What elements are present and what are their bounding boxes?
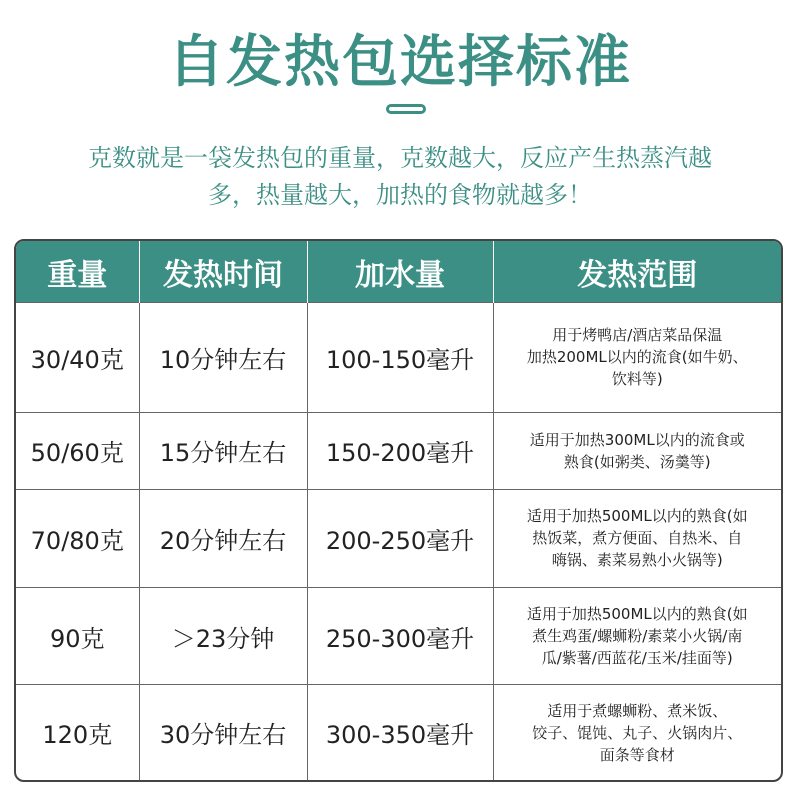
range-line: 饺子、馄饨、丸子、火锅肉片、 — [532, 723, 743, 742]
standards-table — [14, 239, 783, 782]
cell-range — [493, 303, 781, 413]
table-row — [16, 412, 781, 489]
table-header-row — [16, 241, 781, 303]
cell-water: 200-250毫升 — [307, 490, 493, 588]
cell-weight: 120克 — [16, 685, 139, 780]
cell-water: 150-200毫升 — [307, 412, 493, 489]
range-line: 用于烤鸭店/酒店菜品保温 — [552, 326, 723, 345]
cell-range — [493, 412, 781, 489]
cell-weight: 90克 — [16, 587, 139, 685]
description-line-1: 克数就是一袋发热包的重量，克数越大，反应产生热蒸汽越 — [88, 144, 712, 172]
header-heating-time: 发热时间 — [139, 241, 307, 303]
cell-time: 20分钟左右 — [139, 490, 307, 588]
range-line: 瓜/紫薯/西蓝花/玉米/挂面等) — [541, 649, 733, 668]
cell-weight: 30/40克 — [16, 303, 139, 413]
range-line: 加热200ML以内的流食(如牛奶、 — [526, 348, 748, 367]
cell-range — [493, 685, 781, 780]
cell-time: 15分钟左右 — [139, 412, 307, 489]
table-row — [16, 587, 781, 685]
description — [40, 140, 760, 214]
range-line: 面条等食材 — [599, 745, 675, 764]
cell-time: 30分钟左右 — [139, 685, 307, 780]
cell-time: ＞23分钟 — [139, 587, 307, 685]
header-heating-range: 发热范围 — [493, 241, 781, 303]
cell-range — [493, 490, 781, 588]
page-title: 自发热包选择标准 — [168, 30, 632, 95]
cell-water: 250-300毫升 — [307, 587, 493, 685]
cell-time: 10分钟左右 — [139, 303, 307, 413]
table-row — [16, 303, 781, 413]
cell-weight: 50/60克 — [16, 412, 139, 489]
header-weight: 重量 — [16, 241, 139, 303]
header-water-amount: 加水量 — [307, 241, 493, 303]
range-line: 适用于煮螺蛳粉、煮米饭、 — [547, 701, 728, 720]
cell-weight: 70/80克 — [16, 490, 139, 588]
table-row — [16, 685, 781, 780]
cell-range — [493, 587, 781, 685]
range-line: 饮料等) — [611, 370, 663, 389]
cell-water: 100-150毫升 — [307, 303, 493, 413]
range-line: 煮生鸡蛋/螺蛳粉/素菜小火锅/南 — [532, 627, 743, 646]
table-row — [16, 490, 781, 588]
range-line: 熟食(如粥类、汤羹等) — [563, 452, 711, 471]
range-line: 适用于加热300ML以内的流食或 — [529, 430, 745, 449]
range-line: 适用于加热500ML以内的熟食(如 — [526, 507, 748, 526]
range-line: 嗨锅、素菜易熟小火锅等) — [551, 551, 723, 570]
description-line-2: 多，热量越大，加热的食物就越多！ — [208, 181, 592, 209]
range-line: 热饭菜，煮方便面、自热米、自 — [532, 529, 743, 548]
cell-water: 300-350毫升 — [307, 685, 493, 780]
title-divider — [386, 104, 426, 114]
range-line: 适用于加热500ML以内的熟食(如 — [526, 605, 748, 624]
